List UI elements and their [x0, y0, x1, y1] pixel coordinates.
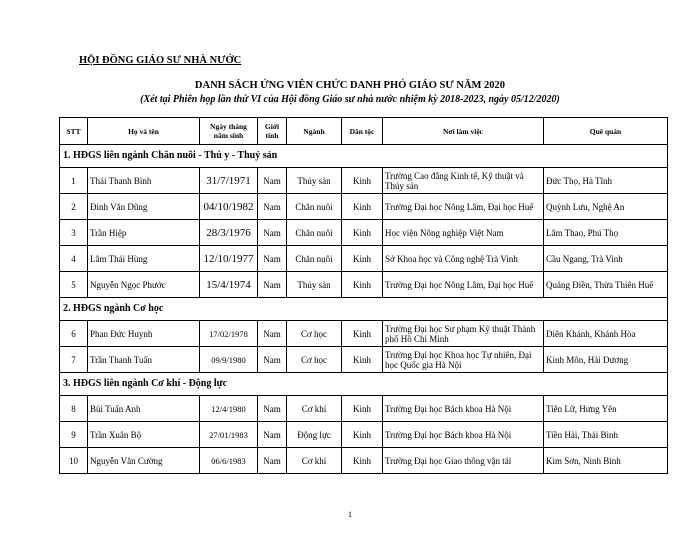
cell-dob: 28/3/1976 [200, 220, 258, 246]
cell-hometown: Cầu Ngang, Trà Vinh [544, 246, 668, 272]
cell-name: Nguyễn Văn Cường [88, 448, 200, 474]
cell-field: Chăn nuôi [287, 194, 342, 220]
cell-stt: 4 [60, 246, 88, 272]
cell-field: Thủy sản [287, 272, 342, 298]
cell-ethnic: Kinh [342, 321, 383, 347]
cell-name: Trần Thanh Tuấn [88, 347, 200, 373]
cell-name: Lâm Thái Hùng [88, 246, 200, 272]
cell-ethnic: Kinh [342, 168, 383, 194]
cell-ethnic: Kinh [342, 448, 383, 474]
cell-field: Chăn nuôi [287, 246, 342, 272]
cell-field: Cơ khí [287, 448, 342, 474]
cell-stt: 2 [60, 194, 88, 220]
cell-name: Trần Xuân Bộ [88, 422, 200, 448]
cell-workplace: Trường Cao đẳng Kinh tế, Kỹ thuật và Thủy sản [383, 168, 544, 194]
cell-workplace: Trường Đại học Bách khoa Hà Nội [383, 396, 544, 422]
col-header-name: Họ và tên [88, 118, 200, 145]
group-row [60, 373, 668, 396]
cell-workplace: Trường Đại học Giao thông vận tải [383, 448, 544, 474]
cell-hometown: Kinh Môn, Hải Dương [544, 347, 668, 373]
cell-dob: 31/7/1971 [200, 168, 258, 194]
cell-workplace: Trường Đại học Bách khoa Hà Nội [383, 422, 544, 448]
cell-dob: 27/01/1983 [200, 422, 258, 448]
cell-hometown: Đức Thọ, Hà Tĩnh [544, 168, 668, 194]
col-header-gender: Giới tính [258, 118, 287, 145]
cell-ethnic: Kinh [342, 272, 383, 298]
cell-ethnic: Kinh [342, 347, 383, 373]
page-number: 1 [348, 510, 352, 519]
cell-stt: 8 [60, 396, 88, 422]
cell-gender: Nam [258, 168, 287, 194]
cell-gender: Nam [258, 220, 287, 246]
group-row [60, 298, 668, 321]
table-row [60, 194, 668, 220]
cell-dob: 17/02/1978 [200, 321, 258, 347]
cell-stt: 10 [60, 448, 88, 474]
cell-workplace: Sở Khoa học và Công nghệ Trà Vinh [383, 246, 544, 272]
cell-gender: Nam [258, 422, 287, 448]
cell-ethnic: Kinh [342, 422, 383, 448]
cell-field: Chăn nuôi [287, 220, 342, 246]
cell-hometown: Quảng Điền, Thừa Thiên Huế [544, 272, 668, 298]
col-header-ethnic: Dân tộc [342, 118, 383, 145]
cell-field: Cơ khí [287, 396, 342, 422]
cell-ethnic: Kinh [342, 194, 383, 220]
cell-ethnic: Kinh [342, 396, 383, 422]
table-header-row [60, 118, 668, 145]
cell-dob: 15/4/1974 [200, 272, 258, 298]
cell-field: Động lực [287, 422, 342, 448]
cell-gender: Nam [258, 321, 287, 347]
cell-hometown: Diên Khánh, Khánh Hòa [544, 321, 668, 347]
cell-dob: 12/10/1977 [200, 246, 258, 272]
group-title: 1. HĐGS liên ngành Chăn nuôi - Thú y - Thuỷ sản [60, 145, 668, 168]
cell-hometown: Quỳnh Lưu, Nghệ An [544, 194, 668, 220]
cell-name: Phan Đức Huynh [88, 321, 200, 347]
cell-stt: 3 [60, 220, 88, 246]
table-row [60, 272, 668, 298]
cell-workplace: Trường Đại học Khoa học Tự nhiên, Đại học Quốc gia Hà Nội [383, 347, 544, 373]
cell-stt: 7 [60, 347, 88, 373]
cell-gender: Nam [258, 448, 287, 474]
cell-dob: 04/10/1982 [200, 194, 258, 220]
document-title: DANH SÁCH ỨNG VIÊN CHỨC DANH PHÓ GIÁO SƯ NĂM 2020 [194, 80, 506, 91]
col-header-hometown: Quê quán [544, 118, 668, 145]
table-row [60, 220, 668, 246]
cell-hometown: Lâm Thao, Phú Thọ [544, 220, 668, 246]
col-header-workplace: Nơi làm việc [383, 118, 544, 145]
cell-ethnic: Kinh [342, 246, 383, 272]
cell-gender: Nam [258, 396, 287, 422]
cell-gender: Nam [258, 347, 287, 373]
cell-stt: 5 [60, 272, 88, 298]
col-header-field: Ngành [287, 118, 342, 145]
cell-hometown: Tiền Hải, Thái Bình [544, 422, 668, 448]
table-row [60, 321, 668, 347]
cell-name: Trần Hiệp [88, 220, 200, 246]
col-header-dob: Ngày tháng năm sinh [200, 118, 258, 145]
document-subtitle: (Xét tại Phiên họp lần thứ VI của Hội đồng Giáo sư nhà nước nhiệm kỳ 2018-2023, ngày 05/12/2020) [140, 94, 560, 105]
table-row [60, 246, 668, 272]
organization-name: HỘI ĐỒNG GIÁO SƯ NHÀ NƯỚC [79, 55, 242, 66]
cell-ethnic: Kinh [342, 220, 383, 246]
cell-gender: Nam [258, 246, 287, 272]
cell-dob: 12/4/1980 [200, 396, 258, 422]
cell-hometown: Tiên Lữ, Hưng Yên [544, 396, 668, 422]
cell-workplace: Học viện Nông nghiệp Việt Nam [383, 220, 544, 246]
col-header-stt: STT [60, 118, 88, 145]
cell-gender: Nam [258, 272, 287, 298]
cell-dob: 06/6/1983 [200, 448, 258, 474]
cell-field: Cơ học [287, 347, 342, 373]
cell-workplace: Trường Đại học Nông Lâm, Đại học Huế [383, 272, 544, 298]
cell-stt: 1 [60, 168, 88, 194]
table-row [60, 422, 668, 448]
group-title: 3. HĐGS liên ngành Cơ khí - Động lực [60, 373, 668, 396]
cell-stt: 6 [60, 321, 88, 347]
cell-name: Đinh Văn Dũng [88, 194, 200, 220]
cell-name: Thái Thanh Bình [88, 168, 200, 194]
cell-hometown: Kim Sơn, Ninh Bình [544, 448, 668, 474]
cell-workplace: Trường Đại học Sư phạm Kỹ thuật Thành phố Hồ Chí Minh [383, 321, 544, 347]
cell-field: Thủy sản [287, 168, 342, 194]
candidate-table [59, 117, 668, 474]
cell-field: Cơ học [287, 321, 342, 347]
cell-gender: Nam [258, 194, 287, 220]
cell-name: Nguyễn Ngọc Phước [88, 272, 200, 298]
cell-dob: 09/9/1980 [200, 347, 258, 373]
table-row [60, 347, 668, 373]
table-row [60, 168, 668, 194]
cell-workplace: Trường Đại học Nông Lâm, Đại học Huế [383, 194, 544, 220]
table-row [60, 396, 668, 422]
cell-name: Bùi Tuấn Anh [88, 396, 200, 422]
group-title: 2. HĐGS ngành Cơ học [60, 298, 668, 321]
table-row [60, 448, 668, 474]
group-row [60, 145, 668, 168]
cell-stt: 9 [60, 422, 88, 448]
